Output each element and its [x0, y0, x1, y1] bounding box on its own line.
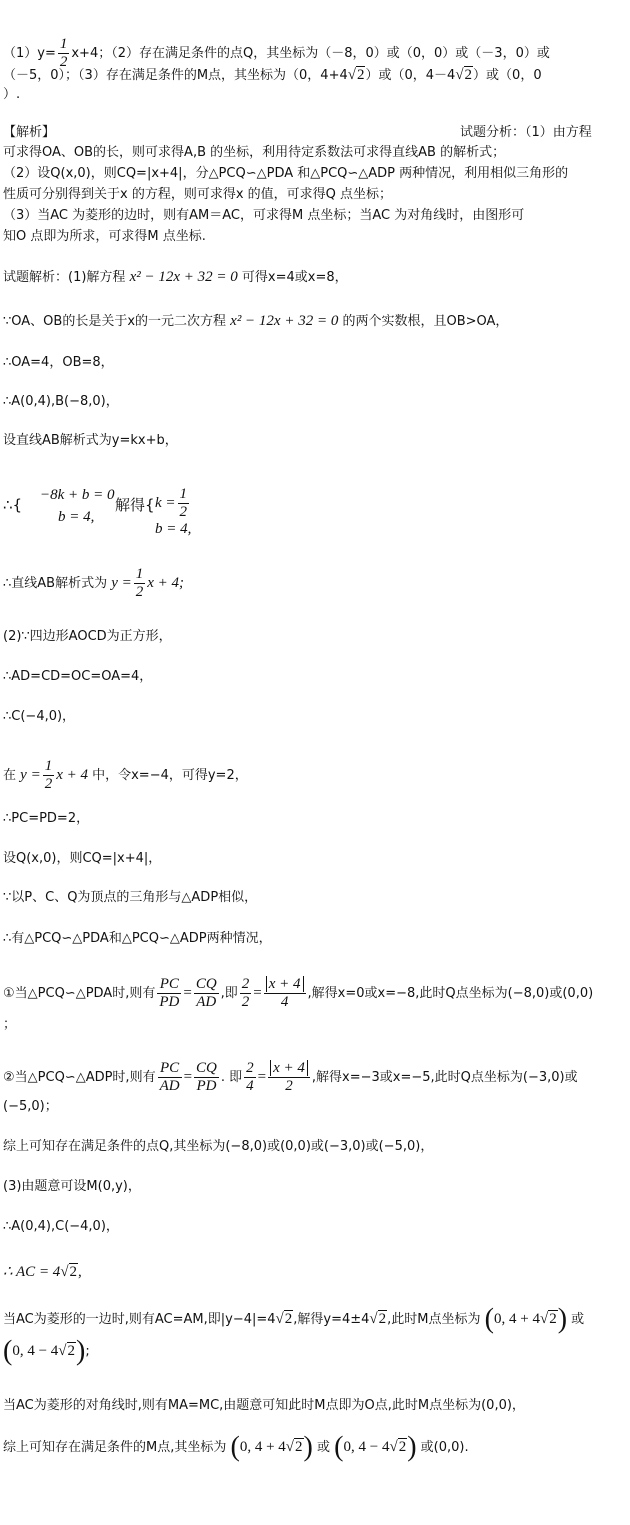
fraction: $\frac{x + 4}{2}$: [268, 1060, 310, 1095]
solution-line-12: ∴PC=PD=2，: [3, 811, 90, 826]
case-1-end: ；: [3, 1017, 17, 1032]
solution-line-4: ∴A(0,4),B(−8,0)，: [3, 394, 119, 409]
solution-line-9: ∴AD=CD=OC=OA=4，: [3, 669, 153, 684]
system-brace-1: ∴{: [3, 496, 23, 514]
fraction: $\frac{CQ}{AD}$: [195, 976, 217, 1010]
analysis-p3: 性质可分别得到关于x 的方程，则可求得x 的值，可求得Q 点坐标；: [3, 187, 393, 202]
sqrt-symbol: √2: [455, 67, 473, 83]
answer-text: （1）y=: [3, 46, 56, 61]
answer-text: x+4；（2）存在满足条件的点Q，其坐标为（－8，0）或（0，0）或（－3，0）或: [71, 46, 550, 61]
answer-line-3: ）.: [3, 87, 21, 102]
analysis-p2: （2）设Q(x,0)，则CQ=|x+4|，分△PCQ∽△PDA 和△PCQ∽△ADP 两种情况，利用相似三角形的: [3, 166, 569, 181]
system-k: k = $\frac{1}{2}$: [155, 486, 188, 520]
fraction: $\frac{2}{2}$: [241, 976, 250, 1010]
fraction: $\frac{1}{2}$: [44, 758, 53, 792]
answer-line-2: （－5，0）；（3）存在满足条件的M点，其坐标为（0，4+4√2）或（0，4－4√2）或（0，0: [3, 67, 542, 83]
equation: x² − 12x + 32 = 0: [230, 313, 339, 329]
analysis-p4: （3）当AC 为菱形的边时，则有AM＝AC，可求得M 点坐标；当AC 为对角线时，由图形可: [3, 208, 525, 223]
solution-line-7: ∴直线AB解析式为 y = $\frac{1}{2}$ x + 4;: [3, 566, 185, 600]
fraction: $\frac{PC}{AD}$: [159, 1060, 180, 1094]
fraction: $\frac{x + 4}{4}$: [264, 976, 306, 1011]
solution-line-14: ∵以P、C、Q为顶点的三角形与△ADP相似，: [3, 890, 258, 905]
solution-line-1: 试题解析：(1)解方程 x² − 12x + 32 = 0 可得x=4或x=8，: [3, 269, 348, 285]
analysis-p1: 可求得OA、OB的长，则可求得A,B 的坐标，利用待定系数法可求得直线AB 的解析式；: [3, 145, 506, 160]
case-2: ②当△PCQ∽△ADP时,则有 $\frac{PC}{AD}$ = $\frac{CQ}{PD}$ . 即 $\frac{2}{4}$ = $\frac{x + 4}{2}$ ,解得x=−3或x=−5,此时Q点坐标为(−3,0)或: [3, 1060, 578, 1094]
solution-line-13: 设Q(x,0)，则CQ=|x+4|，: [3, 851, 162, 866]
system-eq-2: b = 4,: [58, 509, 95, 525]
system-brace-2: 解得{: [115, 496, 155, 514]
solution-line-19: (3)由题意可设M(0,y)，: [3, 1179, 141, 1194]
solution-line-23: (0, 4 − 4√2);: [3, 1335, 90, 1367]
solution-line-18: 综上可知存在满足条件的点Q,其坐标为(−8,0)或(0,0)或(−3,0)或(−5,0)，: [3, 1139, 434, 1154]
analysis-p5: 知O 点即为所求，可求得M 点坐标.: [3, 229, 206, 244]
fraction: $\frac{1}{2}$: [135, 566, 144, 600]
solution-line-24: 当AC为菱形的对角线时,则有MA=MC,由题意可知此时M点即为O点,此时M点坐标为(0,0)，: [3, 1398, 525, 1413]
equation: x² − 12x + 32 = 0: [129, 269, 238, 285]
solution-line-15: ∴有△PCQ∽△PDA和△PCQ∽△ADP两种情况，: [3, 931, 272, 946]
solution-line-5: 设直线AB解析式为y=kx+b，: [3, 433, 178, 448]
fraction: $\frac{1}{2}$: [59, 36, 68, 70]
solution-line-2: ∵OA、OB的长是关于x的一元二次方程 x² − 12x + 32 = 0 的两个实数根，且OB>OA，: [3, 313, 509, 329]
system-eq-1: −8k + b = 0: [40, 487, 115, 503]
case-2-end: (−5,0)；: [3, 1099, 58, 1114]
analysis-intro: 试题分析：（1）由方程: [460, 125, 592, 140]
system-b: b = 4,: [155, 521, 192, 537]
fraction: $\frac{1}{2}$: [179, 486, 188, 520]
fraction: $\frac{CQ}{PD}$: [196, 1060, 217, 1094]
solution-line-20: ∴A(0,4),C(−4,0)，: [3, 1219, 119, 1234]
sqrt-symbol: √2: [369, 1311, 387, 1327]
sqrt-symbol: √2: [60, 1264, 78, 1280]
sqrt-symbol: √2: [347, 67, 365, 83]
solution-line-3: ∴OA=4，OB=8，: [3, 355, 114, 370]
solution-line-8: (2)∵四边形AOCD为正方形，: [3, 629, 172, 644]
sqrt-symbol: √2: [275, 1311, 293, 1327]
solution-line-25: 综上可知存在满足条件的M点,其坐标为 (0, 4 + 4√2) 或 (0, 4 − 4√2) 或(0,0).: [3, 1431, 469, 1463]
analysis-heading: 【解析】: [3, 125, 56, 140]
solution-line-10: ∴C(−4,0)，: [3, 709, 76, 724]
solution-line-11: 在 y = $\frac{1}{2}$ x + 4 中，令x=−4，可得y=2，: [3, 758, 248, 792]
fraction: $\frac{2}{4}$: [246, 1060, 254, 1094]
solution-line-21: ∴ AC = 4√2,: [3, 1264, 82, 1280]
solution-line-22: 当AC为菱形的一边时,则有AC=AM,即|y−4|=4√2,解得y=4±4√2,此时M点坐标为 (0, 4 + 4√2) 或: [3, 1303, 585, 1335]
fraction: $\frac{PC}{PD}$: [159, 976, 180, 1010]
case-1: ①当△PCQ∽△PDA时,则有 $\frac{PC}{PD}$ = $\frac{CQ}{AD}$ ,即 $\frac{2}{2}$ = $\frac{x + 4}{4}$ ,解得x=0或x=−8,此时Q点坐标为(−8,0)或(0,0): [3, 976, 594, 1010]
